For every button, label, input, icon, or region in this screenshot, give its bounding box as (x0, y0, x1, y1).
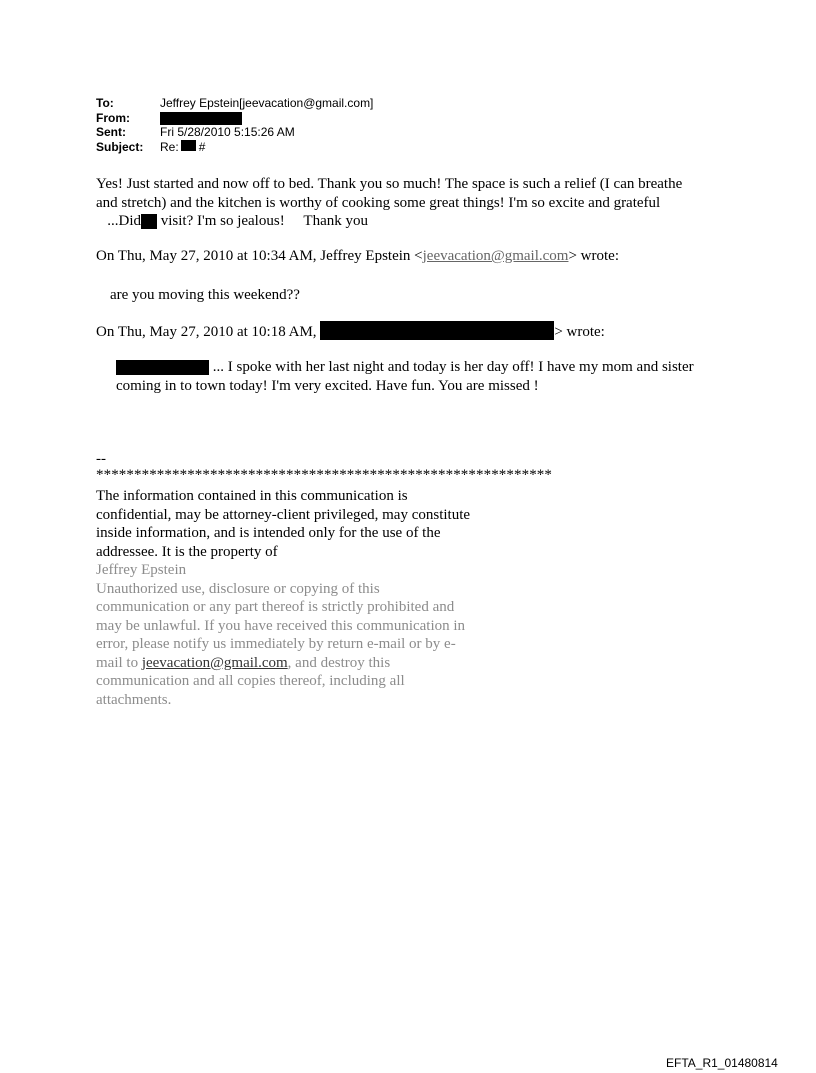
disclaimer-gray-pre: Unauthorized use, disclosure or copying of this communication or any part thereof is strictly prohibited and may be unlawful. If you have received this communication in error, please notify us immediately by return e-mail or by e-mail to (96, 580, 466, 671)
quote2-attribution (96, 321, 605, 342)
sent-label: Sent: (96, 125, 126, 139)
disclaimer-black: The information contained in this communication is confidential, may be attorney-client privileged, may constitute inside information, and is intended only for the use of the addressee. It is the property of (96, 488, 471, 560)
from-row (96, 111, 373, 126)
quote1-attribution (96, 247, 619, 266)
subject-prefix: Re: (160, 139, 179, 154)
subject-label: Subject: (96, 139, 144, 154)
disclaimer-gray-post: , and destroy this communication and all copies thereof, including all attachments. (96, 654, 405, 708)
to-row (96, 96, 373, 111)
signature-dashes: -- (96, 451, 106, 467)
quote1-body: are you moving this weekend?? (110, 287, 300, 303)
disclaimer-email-link[interactable]: jeevacation@gmail.com (141, 654, 288, 671)
quote2-body-text: ... I spoke with her last night and today is her day off! I have my mom and sister coming in to town today! I'm very excited. Have fun. You are missed ! (116, 359, 694, 394)
disclaimer-owner: Jeffrey Epstein (96, 562, 187, 578)
message-body (96, 175, 706, 231)
to-value: Jeffrey Epstein[jeevacation@gmail.com] (160, 96, 374, 110)
redaction-box (181, 140, 196, 151)
redaction-box (320, 321, 554, 340)
to-label: To: (96, 96, 114, 110)
quote2-body (116, 358, 706, 395)
subject-suffix: # (198, 139, 206, 154)
email-header (96, 96, 373, 154)
sent-value: Fri 5/28/2010 5:15:26 AM (160, 125, 295, 139)
from-label: From: (96, 110, 130, 125)
document-id: EFTA_R1_01480814 (666, 1056, 778, 1070)
quote2-attribution-post: > wrote: (554, 324, 605, 340)
quote1-attribution-post: > wrote: (568, 248, 619, 264)
quote1-email-link[interactable]: jeevacation@gmail.com (422, 248, 569, 264)
signature-stars: ************************************************************ (96, 467, 552, 483)
redaction-box (160, 112, 242, 125)
redaction-box (141, 214, 157, 229)
message-text-part1: Yes! Just started and now off to bed. Thank you so much! The space is such a relief (I can breathe and stretch) and the kitchen is worthy of cooking some great things! I'm so excite and grateful ...Did (96, 176, 683, 229)
quote2-attribution-pre: On Thu, May 27, 2010 at 10:18 AM, (96, 324, 317, 340)
sent-row (96, 125, 373, 140)
redaction-box (116, 360, 209, 375)
subject-row (96, 140, 373, 155)
message-text-part2: visit? I'm so jealous! Thank you (157, 213, 369, 229)
disclaimer-gray (96, 561, 476, 709)
quote1-attribution-pre: On Thu, May 27, 2010 at 10:34 AM, Jeffrey Epstein < (96, 248, 423, 264)
